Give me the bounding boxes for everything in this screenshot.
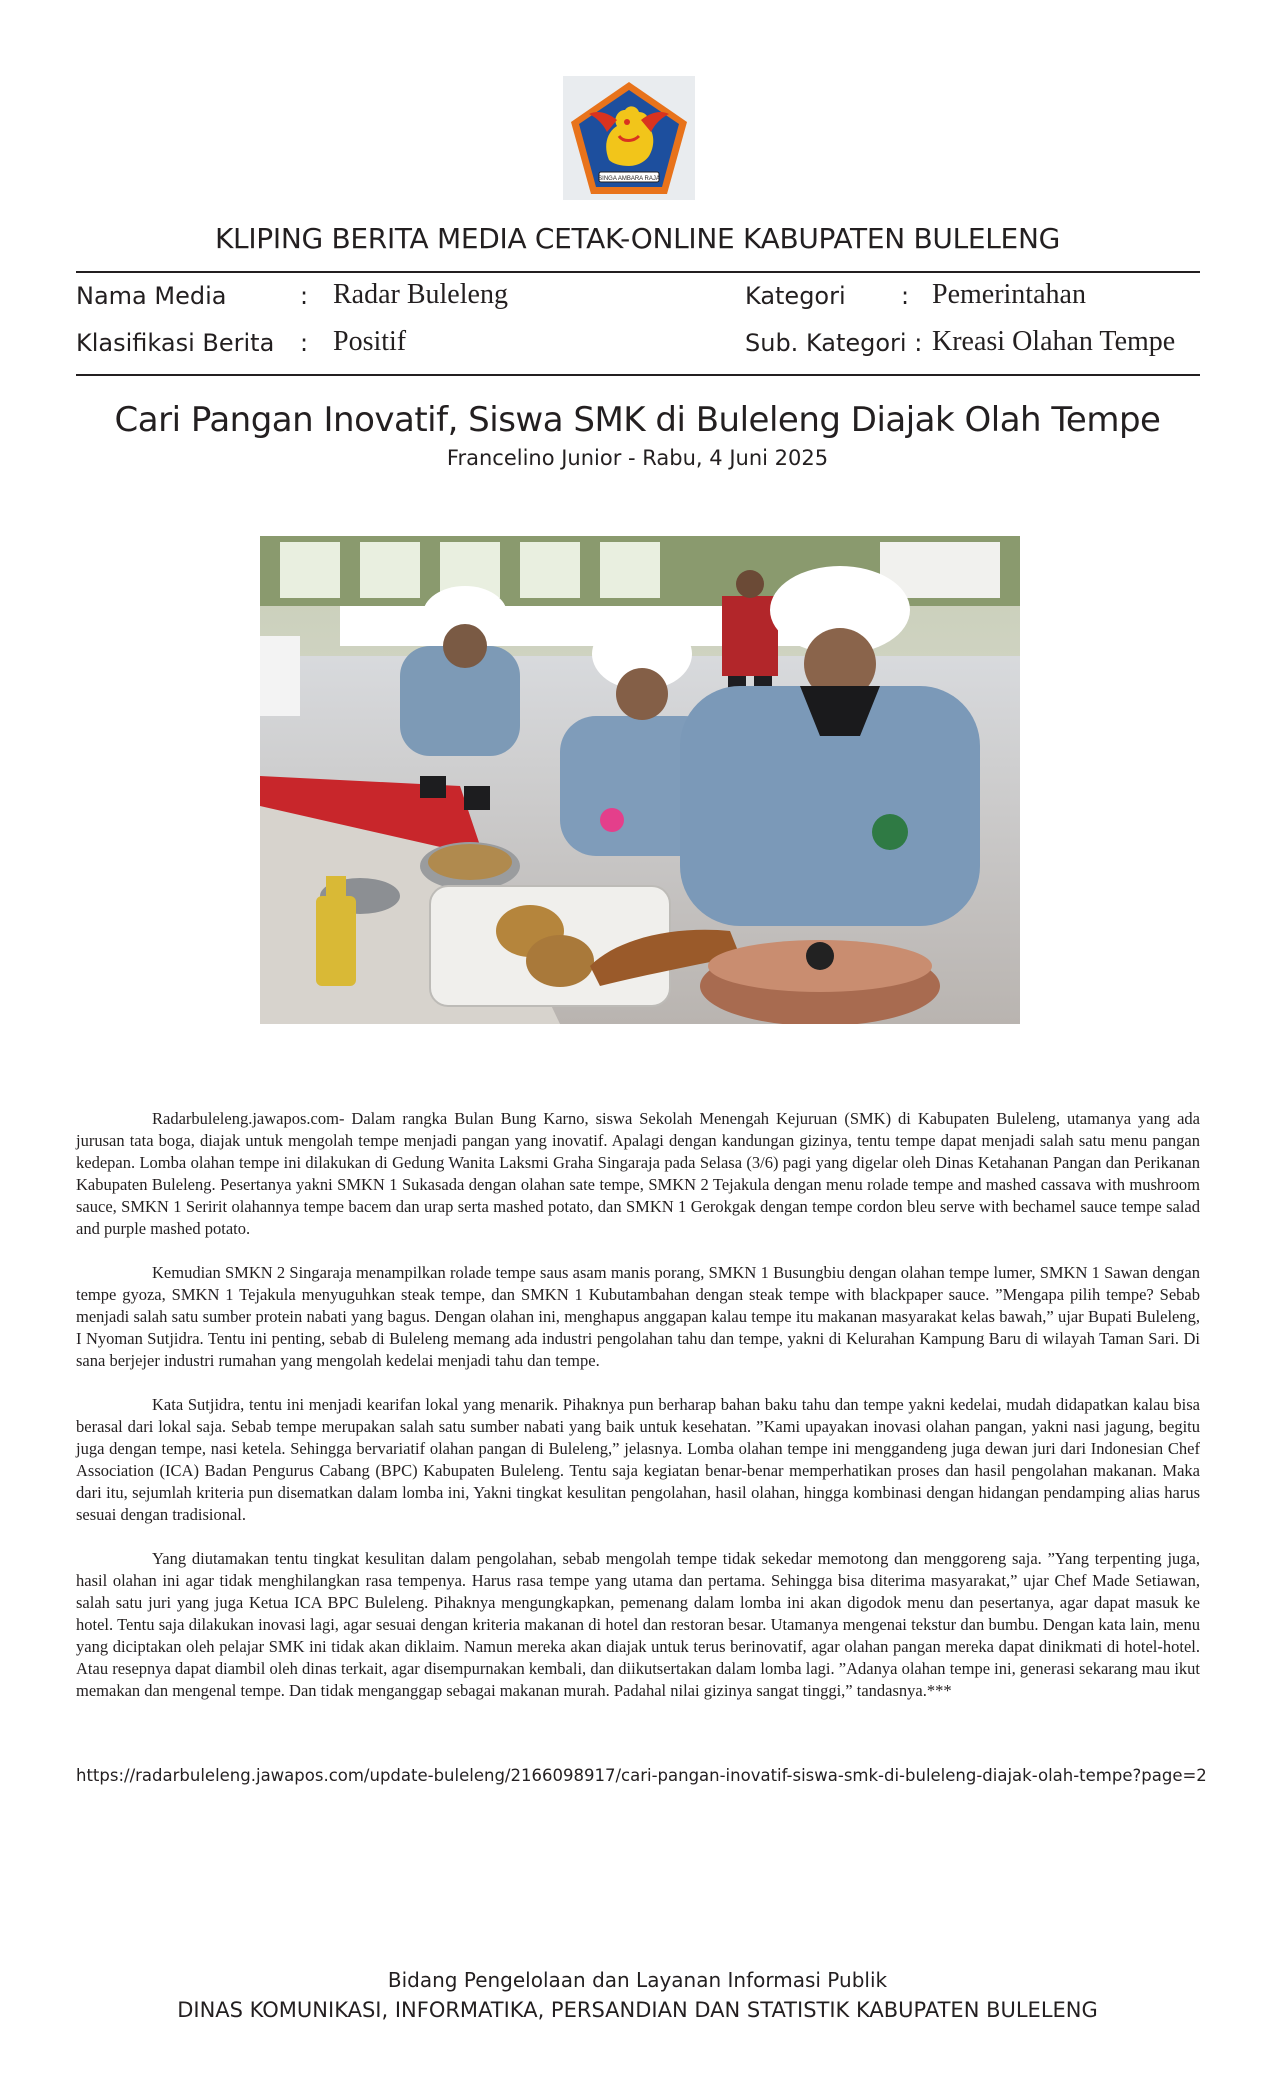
article-byline: Francelino Junior - Rabu, 4 Juni 2025 — [446, 446, 829, 470]
source-url: https://radarbuleleng.jawapos.com/update-buleleng/2166098917/cari-pangan-inovatif-siswa-smk-di-buleleng-diajak-olah-tempe?page=2 — [76, 1766, 1207, 1785]
klasifikasi-colon: : — [300, 329, 309, 357]
kategori-label: Kategori — [745, 282, 846, 310]
klasifikasi-value: Positif — [333, 326, 407, 357]
subkategori-value: Kreasi Olahan Tempe — [932, 326, 1176, 357]
article-paragraph: Radarbuleleng.jawapos.com- Dalam rangka Bulan Bung Karno, siswa Sekolah Menengah Kejuruan (SMK) di Kabupaten Buleleng, utamanya yang ada jurusan tata boga, diajak untuk mengolah tempe menjadi pangan yang inovatif. Apalagi dengan kandungan gizinya, tentu tempe dapat menjadi salah satu menu pangan kedepan. Lomba olahan tempe ini dilakukan di Gedung Wanita Laksmi Graha Singaraja pada Selasa (3/6) pagi yang digelar oleh Dinas Ketahanan Pangan dan Perikanan Kabupaten Buleleng. Pesertanya yakni SMKN 1 Sukasada dengan olahan sate tempe, SMKN 2 Tejakula dengan menu rolade tempe and mashed cassava with mushroom sauce, SMKN 1 Seririt olahannya tempe bacem dan urap serta mashed potato, dan SMKN 1 Gerokgak dengan tempe cordon bleu serve with bechamel sauce tempe salad and purple mashed potato. — [76, 1109, 1200, 1238]
article-paragraph: Kemudian SMKN 2 Singaraja menampilkan rolade tempe saus asam manis porang, SMKN 1 Busungbiu dengan olahan tempe lumer, SMKN 1 Sawan dengan tempe gyoza, SMKN 1 Tejakula menyuguhkan steak tempe, dan SMKN 1 Kubutambahan dengan steak tempe with blackpaper sauce. ”Mengapa pilih tempe? Sebab menjadi salah satu sumber protein nabati yang bagus. Dengan olahan ini, menghapus anggapan kalau tempe itu makanan masyarakat kelas bawah,” ujar Bupati Buleleng, I Nyoman Sutjidra. Tentu ini penting, sebab di Buleleng memang ada industri pengolahan tahu dan tempe, yakni di Kelurahan Kampung Baru di wilayah Taman Sari. Di sana berjejer industri rumahan yang mengolah kedelai menjadi tahu dan tempe. — [76, 1263, 1200, 1370]
clipping-title: KLIPING BERITA MEDIA CETAK-ONLINE KABUPATEN BULELENG — [214, 222, 1060, 255]
klasifikasi-label: Klasifikasi Berita — [76, 329, 275, 357]
article-body — [76, 1108, 1200, 1724]
footer-division: Bidang Pengelolaan dan Layanan Informasi Publik — [387, 1968, 888, 1992]
kategori-value: Pemerintahan — [932, 279, 1086, 310]
media-value: Radar Buleleng — [333, 279, 508, 310]
kategori-colon: : — [901, 282, 910, 310]
article-paragraph: Kata Sutjidra, tentu ini menjadi kearifan lokal yang menarik. Pihaknya pun berharap bahan baku tahu dan tempe yakni kedelai, mudah didapatkan kalau bisa berasal dari lokal saja. Sebab tempe merupakan salah satu sumber nabati yang baik untuk kesehatan. ”Kami upayakan inovasi olahan pangan, yakni nasi jagung, begitu juga dengan tempe, nasi ketela. Sehingga bervariatif olahan pangan di Buleleng,” jelasnya. Lomba olahan tempe ini menggandeng juga dewan juri dari Indonesian Chef Association (ICA) Badan Pengurus Cabang (BPC) Kabupaten Buleleng. Tentu saja kegiatan benar-benar memperhatikan proses dan hasil pengolahan makanan. Maka dari itu, sejumlah kriteria pun disematkan dalam lomba ini, Yakni tingkat kesulitan pengolahan, hasil olahan, hingga kombinasi dengan hidangan pendamping alias harus sesuai dengan tradisional. — [76, 1395, 1200, 1524]
svg-text:SINGA AMBARA RAJA: SINGA AMBARA RAJA — [598, 176, 660, 182]
subkategori-label: Sub. Kategori : — [745, 329, 923, 357]
divider — [76, 374, 1200, 376]
cooking-students-photo — [260, 536, 1020, 1024]
media-colon: : — [300, 282, 309, 310]
footer-agency: DINAS KOMUNIKASI, INFORMATIKA, PERSANDIAN DAN STATISTIK KABUPATEN BULELENG — [177, 1998, 1098, 2022]
singa-ambara-raja-emblem-icon — [563, 76, 695, 200]
divider — [76, 271, 1200, 273]
article-paragraph: Yang diutamakan tentu tingkat kesulitan dalam pengolahan, sebab mengolah tempe tidak sekedar memotong dan menggoreng saja. ”Yang terpenting juga, hasil olahan ini agar tidak menghilangkan rasa tempenya. Harus rasa tempe yang utama dan pertama. Sehingga bisa diterima masyarakat,” ujar Chef Made Setiawan, salah satu juri yang juga Ketua ICA BPC Buleleng. Pihaknya mengungkapkan, pemenang dalam lomba ini akan digodok menu dan pesertanya, agar dapat masuk ke hotel. Tentu saja dilakukan inovasi lagi, agar sesuai dengan kriteria makanan di hotel dan restoran besar. Utamanya mengenai tekstur dan bumbu. Dengan kata lain, menu yang diciptakan oleh pelajar SMK ini tidak akan diklaim. Namun mereka akan diajak untuk terus berinovatif, agar olahan pangan mereka dapat dinikmati di hotel-hotel. Atau resepnya dapat diambil oleh dinas terkait, agar disempurnakan kembali, dan diikutsertakan dalam lomba lagi. ”Adanya olahan tempe ini, generasi sekarang mau ikut memakan dan mengenal tempe. Dan tidak menganggap sebagai makanan murah. Padahal nilai gizinya sangat tinggi,” tandasnya.*** — [76, 1549, 1200, 1700]
article-title: Cari Pangan Inovatif, Siswa SMK di Buleleng Diajak Olah Tempe — [114, 400, 1161, 440]
media-label: Nama Media — [76, 282, 227, 310]
